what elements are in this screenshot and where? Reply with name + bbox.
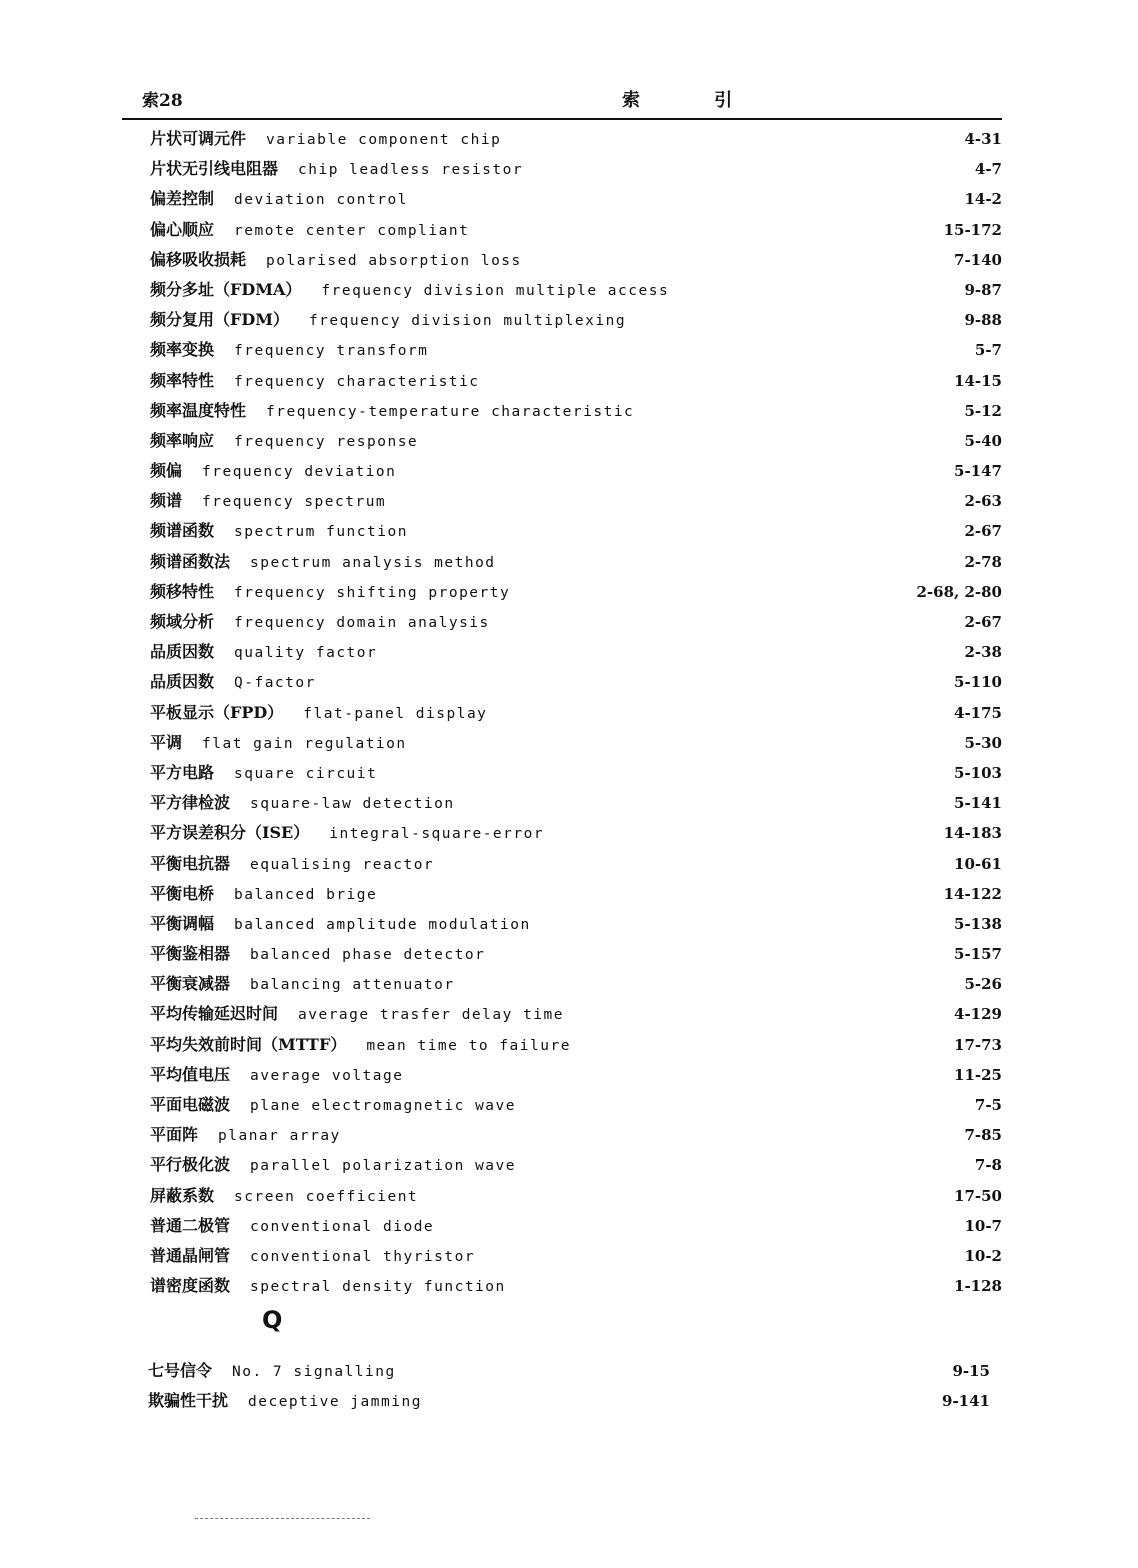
index-entry [150,1211,1002,1241]
entry-term-english: frequency division multiplexing [308,313,627,330]
index-entry [148,1386,990,1416]
index-entry [150,184,1002,214]
entry-term-english: average trasfer delay time [298,1007,564,1024]
entry-term-english: deceptive jamming [248,1394,422,1411]
entry-term-english: plane electromagnetic wave [250,1098,516,1114]
entry-term-english: frequency deviation [202,464,397,481]
entry-term-english: mean time to failure [366,1037,571,1054]
entry-term-english: flat gain regulation [202,735,407,752]
entry-page-ref: 15-172 [943,220,1002,239]
entry-term-english: equalising reactor [250,856,435,873]
entry-term-chinese: 频率特性 [150,370,215,390]
entry-page-ref: 14-122 [943,884,1002,903]
entry-page-ref: 2-63 [964,492,1002,511]
entry-page-ref: 5-147 [954,462,1002,481]
entry-page-ref: 9-87 [964,280,1002,299]
entry-term-chinese: 品质因数 [150,642,215,662]
entry-term-chinese: 片状无引线电阻器 [150,159,279,179]
index-entry [150,818,1002,848]
entry-term-chinese: 普通晶闸管 [150,1245,231,1265]
footer-mark [195,1518,370,1519]
entry-term-chinese: 平面阵 [150,1125,199,1145]
entry-term-english: frequency characteristic [234,373,480,390]
entry-term-chinese: 普通二极管 [150,1215,231,1235]
index-entry [150,396,1002,426]
entry-term-english: average voltage [250,1067,404,1084]
index-entry [150,999,1002,1029]
entry-page-ref: 5-103 [954,763,1002,782]
entry-page-ref: 4-31 [964,130,1002,148]
index-entry [150,939,1002,969]
entry-page-ref: 5-110 [954,673,1002,692]
entry-term-chinese: 偏差控制 [150,189,215,209]
entry-term-english: planar array [218,1128,341,1145]
index-entry [148,1356,990,1386]
index-entry [150,1120,1002,1150]
entry-page-ref: 5-7 [974,341,1002,360]
entry-term-english: balanced amplitude modulation [234,916,531,933]
index-section-q [148,1356,990,1416]
entry-term-english: frequency domain analysis [234,615,490,631]
entry-term-chinese: 片状可调元件 [150,129,247,148]
entry-term-chinese: 平衡调幅 [150,913,215,933]
entry-term-english: square circuit [234,765,378,782]
index-entry [150,969,1002,999]
index-section-p [150,124,1002,1301]
entry-term-english: Q-factor [234,675,316,692]
entry-page-ref: 7-5 [974,1096,1002,1114]
index-entry [150,1181,1002,1211]
entry-page-ref: 11-25 [954,1065,1002,1084]
entry-term-english: square-law detection [250,796,455,813]
index-entry [150,698,1002,728]
entry-term-chinese: 频偏 [150,461,183,481]
entry-term-chinese: 平方误差积分（ISE） [150,823,310,843]
entry-page-ref: 14-183 [943,824,1002,843]
entry-page-ref: 9-141 [942,1392,990,1411]
entry-term-chinese: 七号信令 [148,1361,213,1380]
entry-term-chinese: 频移特性 [150,581,215,601]
entry-page-ref: 14-2 [964,190,1002,209]
entry-term-english: balanced brige [234,886,378,903]
entry-term-english: frequency division multiple access [321,282,670,299]
entry-page-ref: 1-128 [954,1277,1002,1296]
entry-term-english: balancing attenuator [250,977,455,994]
entry-page-ref: 5-12 [964,401,1002,420]
entry-term-english: frequency-temperature characteristic [266,403,635,420]
entry-page-ref: 5-157 [954,945,1002,964]
index-entry [150,124,1002,154]
entry-term-english: chip leadless resistor [298,162,524,179]
index-entry [150,788,1002,818]
index-entry [150,1150,1002,1180]
entry-page-ref: 14-15 [954,371,1002,390]
entry-term-english: No. 7 signalling [232,1364,396,1380]
entry-page-ref: 5-141 [954,794,1002,813]
entry-page-ref: 2-38 [964,643,1002,662]
entry-page-ref: 5-138 [954,914,1002,933]
index-entry [150,547,1002,577]
entry-term-chinese: 平衡衰减器 [150,974,231,994]
entry-page-ref: 7-85 [964,1126,1002,1145]
entry-term-english: spectral density function [250,1279,506,1296]
index-entry [150,275,1002,305]
entry-term-chinese: 频率温度特性 [150,400,247,420]
entry-term-chinese: 品质因数 [150,672,215,692]
index-entry [150,245,1002,275]
index-entry [150,758,1002,788]
entry-page-ref: 9-15 [952,1362,990,1380]
entry-page-ref: 2-68, 2-80 [916,582,1002,601]
entry-term-chinese: 平衡鉴相器 [150,944,231,964]
entry-term-english: frequency spectrum [202,494,387,511]
index-entry [150,1060,1002,1090]
entry-term-chinese: 偏移吸收损耗 [150,249,247,269]
index-entry [150,305,1002,335]
entry-term-chinese: 平调 [150,732,183,752]
index-entry [150,577,1002,607]
entry-page-ref: 10-7 [964,1216,1002,1235]
entry-page-ref: 17-73 [954,1035,1002,1054]
entry-page-ref: 7-140 [954,250,1002,269]
entry-page-ref: 17-50 [954,1186,1002,1205]
entry-page-ref: 10-2 [964,1246,1002,1265]
index-entry [150,637,1002,667]
index-entry [150,426,1002,456]
entry-term-english: conventional thyristor [250,1248,476,1265]
entry-term-chinese: 频谱函数 [150,521,215,541]
entry-page-ref: 2-78 [964,552,1002,571]
entry-term-english: integral-square-error [329,826,545,843]
entry-page-ref: 7-8 [974,1156,1002,1175]
entry-term-chinese: 频分复用（FDM） [150,310,289,330]
entry-page-ref: 5-30 [964,733,1002,752]
entry-term-english: flat-panel display [303,705,488,722]
entry-term-chinese: 欺骗性干扰 [148,1391,229,1411]
index-entry [150,728,1002,758]
index-entry [150,909,1002,939]
index-entry [150,1030,1002,1060]
index-entry [150,1271,1002,1301]
entry-term-chinese: 平面电磁波 [150,1095,231,1114]
entry-term-english: variable component chip [266,132,502,148]
index-entry [150,215,1002,245]
entry-term-chinese: 谱密度函数 [150,1276,231,1296]
index-entry [150,607,1002,637]
entry-term-chinese: 频谱 [150,491,183,511]
entry-term-english: frequency transform [234,343,429,360]
entry-term-english: deviation control [234,192,408,209]
entry-term-chinese: 平衡电桥 [150,883,215,903]
entry-page-ref: 9-88 [964,311,1002,330]
entry-page-ref: 10-61 [954,854,1002,873]
entry-term-english: remote center compliant [234,222,470,239]
entry-term-chinese: 频率变换 [150,340,215,360]
index-entry [150,516,1002,546]
entry-page-ref: 4-129 [954,1005,1002,1024]
entry-term-english: parallel polarization wave [250,1158,516,1175]
entry-term-chinese: 平均失效前时间（MTTF） [150,1034,347,1054]
entry-term-chinese: 平方律检波 [150,793,231,813]
entry-page-ref: 2-67 [964,613,1002,631]
index-entry [150,486,1002,516]
index-entry [150,1241,1002,1271]
entry-term-english: balanced phase detector [250,947,486,964]
entry-term-english: frequency response [234,433,419,450]
index-entry [150,456,1002,486]
entry-term-chinese: 频域分析 [150,612,215,631]
entry-term-chinese: 平衡电抗器 [150,853,231,873]
entry-term-chinese: 平均传输延迟时间 [150,1004,279,1024]
entry-term-english: frequency shifting property [234,584,511,601]
index-entry [150,366,1002,396]
entry-term-english: conventional diode [250,1218,435,1235]
entry-term-chinese: 频谱函数法 [150,551,231,571]
index-entry [150,849,1002,879]
page-number: 索28 [142,91,183,111]
index-entry [150,1090,1002,1120]
entry-term-chinese: 平行极化波 [150,1155,231,1175]
index-entry [150,879,1002,909]
entry-term-chinese: 平板显示（FPD） [150,702,284,722]
entry-term-english: screen coefficient [234,1188,419,1205]
entry-page-ref: 4-175 [954,703,1002,722]
entry-page-ref: 4-7 [974,160,1002,179]
page-header [122,86,1002,110]
entry-term-english: polarised absorption loss [266,252,522,269]
entry-term-chinese: 频率响应 [150,430,215,450]
entry-term-chinese: 平均值电压 [150,1064,231,1084]
entry-page-ref: 5-26 [964,975,1002,994]
header-rule [122,118,1002,120]
index-entry [150,667,1002,697]
entry-term-chinese: 频分多址（FDMA） [150,279,302,299]
entry-page-ref: 2-67 [964,522,1002,541]
entry-term-english: spectrum function [234,524,408,541]
index-entry [150,154,1002,184]
page-title: 索 引 [622,90,767,111]
index-entry [150,335,1002,365]
section-heading-q: Q [262,1306,283,1334]
entry-term-chinese: 偏心顺应 [150,219,215,239]
entry-term-english: quality factor [234,645,378,662]
entry-term-chinese: 屏蔽系数 [150,1185,215,1205]
entry-term-english: spectrum analysis method [250,554,496,571]
entry-term-chinese: 平方电路 [150,762,215,782]
entry-page-ref: 5-40 [964,431,1002,450]
